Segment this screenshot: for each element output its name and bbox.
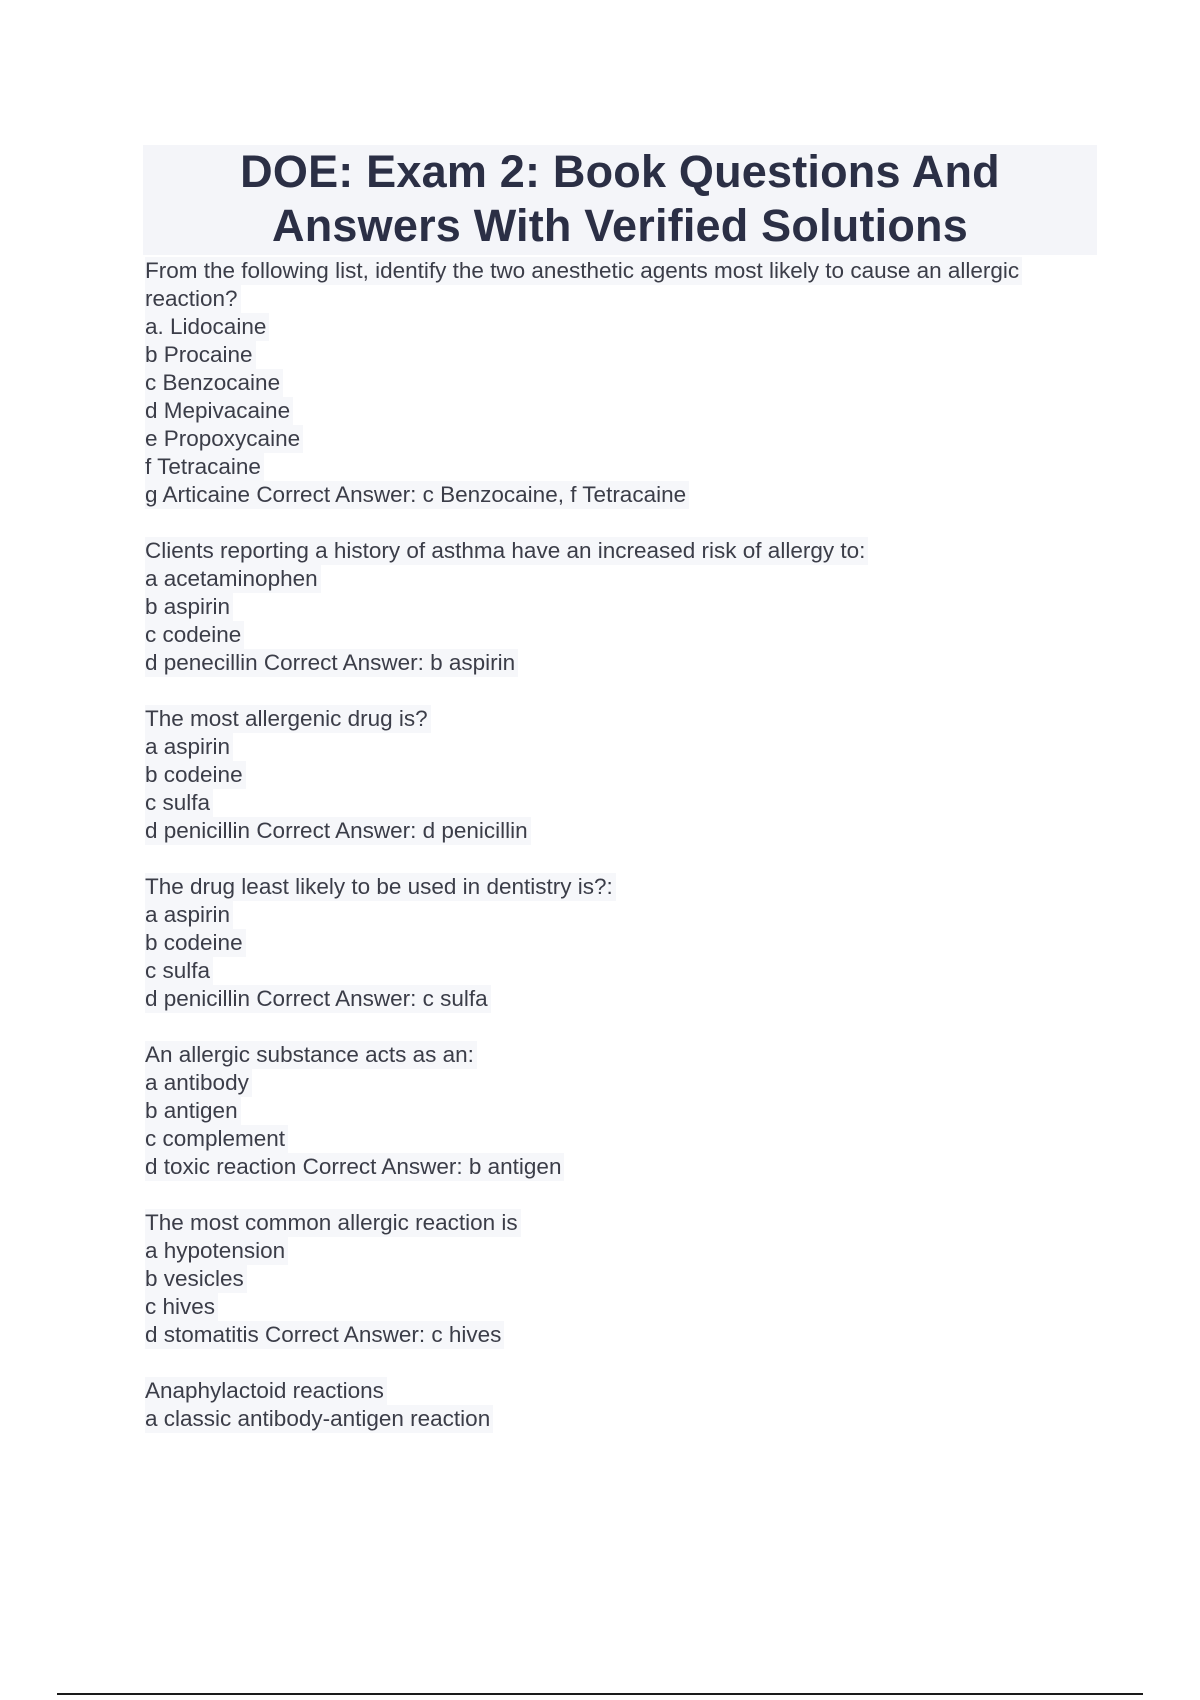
correct-answer-line: g Articaine Correct Answer: c Benzocaine, f Tetracaine xyxy=(145,481,689,509)
question-text: Clients reporting a history of asthma have an increased risk of allergy to: xyxy=(145,537,868,565)
answer-option: c sulfa xyxy=(145,957,213,985)
question-1 xyxy=(145,257,1095,509)
answer-option: c Benzocaine xyxy=(145,369,283,397)
answer-option: b antigen xyxy=(145,1097,241,1125)
answer-option: b aspirin xyxy=(145,593,233,621)
answer-option: a classic antibody-antigen reaction xyxy=(145,1405,493,1433)
question-2 xyxy=(145,537,1095,677)
answer-option: d Mepivacaine xyxy=(145,397,293,425)
answer-option: c codeine xyxy=(145,621,244,649)
answer-option: b Procaine xyxy=(145,341,256,369)
question-text: Anaphylactoid reactions xyxy=(145,1377,387,1405)
answer-option: c hives xyxy=(145,1293,218,1321)
answer-option: e Propoxycaine xyxy=(145,425,303,453)
answer-option: a aspirin xyxy=(145,733,233,761)
question-6 xyxy=(145,1209,1095,1349)
correct-answer-line: d toxic reaction Correct Answer: b antigen xyxy=(145,1153,564,1181)
answer-option: b codeine xyxy=(145,929,246,957)
question-text: The most common allergic reaction is xyxy=(145,1209,521,1237)
answer-option: a aspirin xyxy=(145,901,233,929)
question-text: From the following list, identify the two anesthetic agents most likely to cause an allergic xyxy=(145,257,1022,285)
correct-answer-line: d stomatitis Correct Answer: c hives xyxy=(145,1321,504,1349)
answer-option: b vesicles xyxy=(145,1265,247,1293)
answer-option: c sulfa xyxy=(145,789,213,817)
answer-option: b codeine xyxy=(145,761,246,789)
correct-answer-line: d penicillin Correct Answer: c sulfa xyxy=(145,985,491,1013)
answer-option: a acetaminophen xyxy=(145,565,321,593)
answer-option: c complement xyxy=(145,1125,288,1153)
answer-option: a. Lidocaine xyxy=(145,313,269,341)
answer-option: a antibody xyxy=(145,1069,252,1097)
question-4 xyxy=(145,873,1095,1013)
title-line-2: Answers With Verified Solutions xyxy=(272,200,968,251)
question-7 xyxy=(145,1377,1095,1433)
answer-option: f Tetracaine xyxy=(145,453,264,481)
question-text: reaction? xyxy=(145,285,241,313)
question-list xyxy=(145,257,1095,1461)
question-text: An allergic substance acts as an: xyxy=(145,1041,477,1069)
question-text: The most allergenic drug is? xyxy=(145,705,431,733)
question-5 xyxy=(145,1041,1095,1181)
document-title xyxy=(143,145,1097,255)
correct-answer-line: d penecillin Correct Answer: b aspirin xyxy=(145,649,518,677)
question-3 xyxy=(145,705,1095,845)
correct-answer-line: d penicillin Correct Answer: d penicillin xyxy=(145,817,531,845)
footer-divider xyxy=(57,1693,1143,1695)
title-line-1: DOE: Exam 2: Book Questions And xyxy=(240,146,1000,197)
answer-option: a hypotension xyxy=(145,1237,288,1265)
question-text: The drug least likely to be used in dentistry is?: xyxy=(145,873,616,901)
